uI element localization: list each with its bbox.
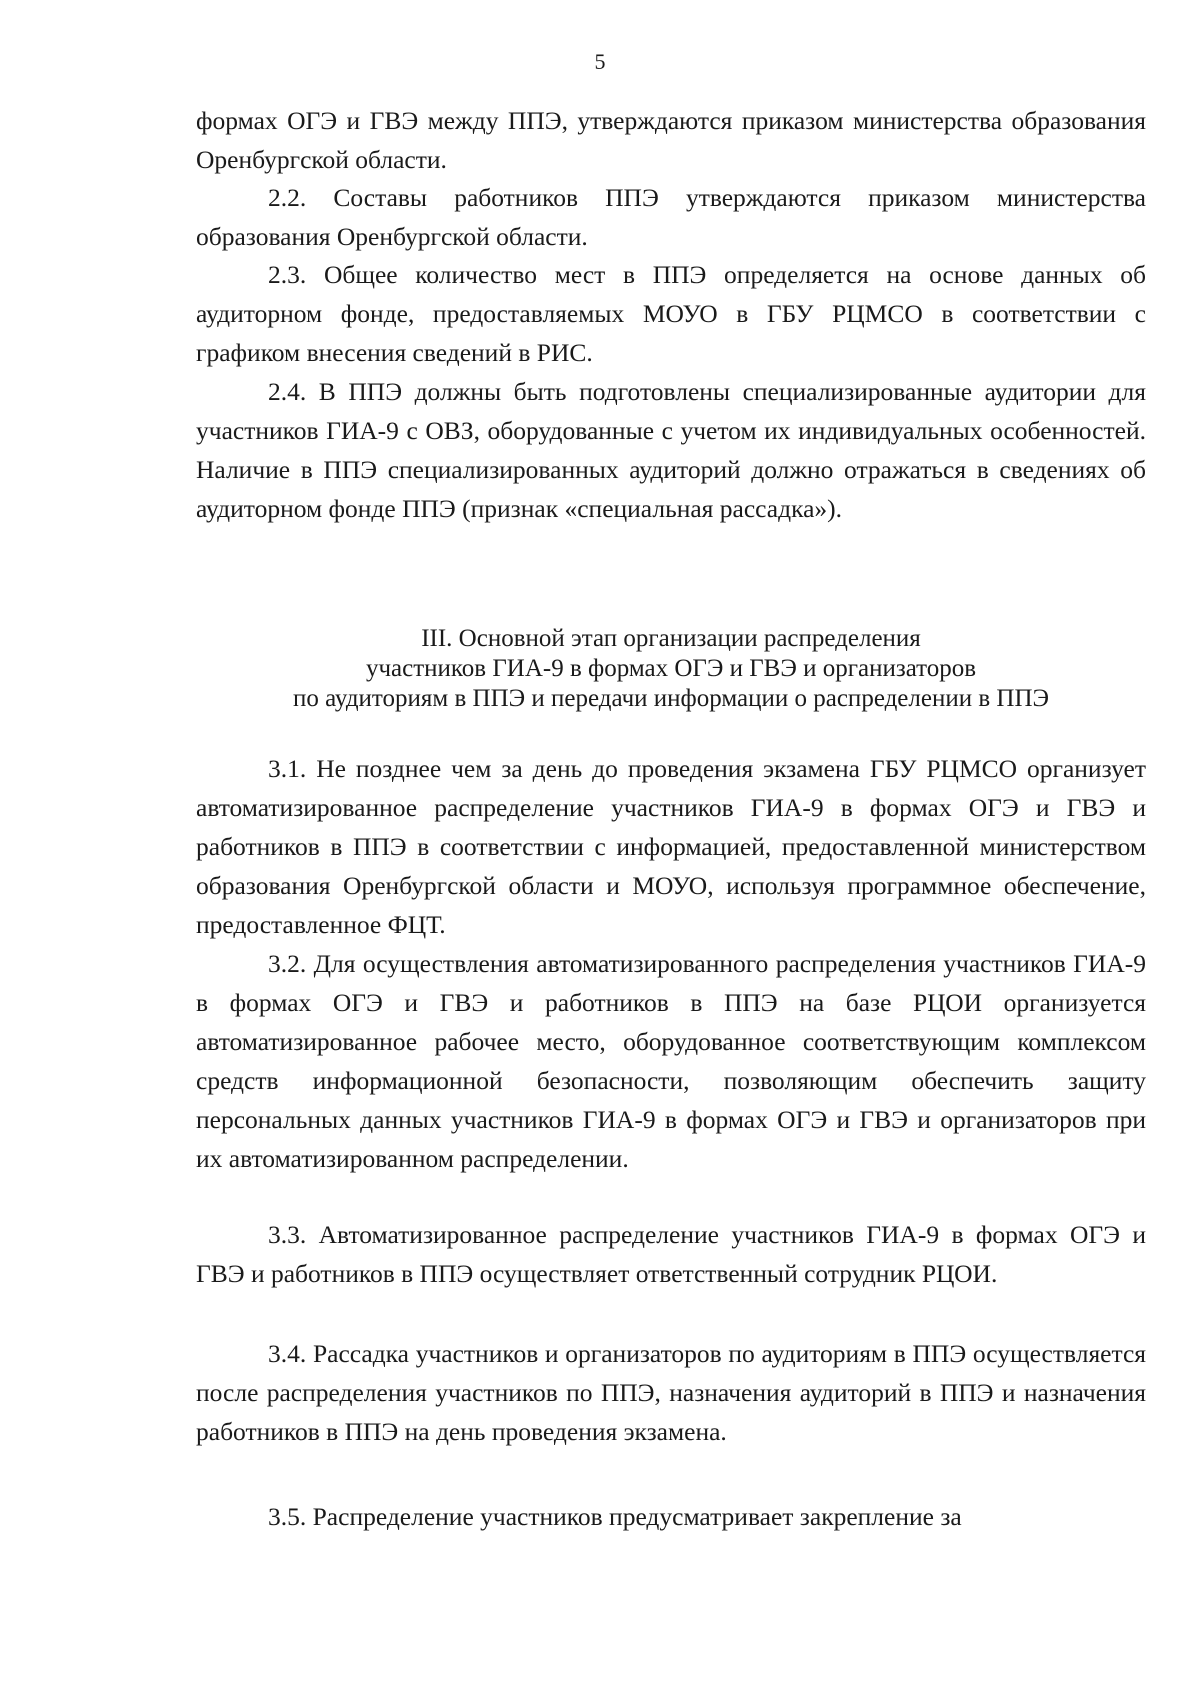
section-3-heading-line-2: участников ГИА-9 в формах ОГЭ и ГВЭ и организаторов	[365, 655, 977, 682]
paragraph-3-5: 3.5. Распределение участников предусматривает закрепление за	[268, 1502, 962, 1531]
paragraph-2-4: 2.4. В ППЭ должны быть подготовлены специализированные аудитории для участников ГИА-9 с ОВЗ, оборудованные с учетом их индивидуальных особенностей. Наличие в ППЭ специализированных аудиторий должно отражаться в сведениях об аудиторном фонде ППЭ (признак «специальная рассадка»).	[196, 377, 1146, 523]
paragraph-3-2: 3.2. Для осуществления автоматизированного распределения участников ГИА-9 в формах ОГЭ и ГВЭ и работников в ППЭ на базе РЦОИ организуется автоматизированное рабочее место, оборудованное соответствующим комплексом средств информационной безопасности, позволяющим обеспечить защиту персональных данных участников ГИА-9 в формах ОГЭ и ГВЭ и организаторов при их автоматизированном распределении.	[196, 949, 1146, 1173]
paragraph-2-2: 2.2. Составы работников ППЭ утверждаются приказом министерства образования Оренбургской области.	[196, 183, 1146, 251]
section-3-heading-line-3: по аудиториям в ППЭ и передачи информации о распределении в ППЭ	[292, 685, 1050, 712]
paragraph-continuation: формах ОГЭ и ГВЭ между ППЭ, утверждаются приказом министерства образования Оренбургской области.	[196, 106, 1146, 174]
section-3-heading	[196, 624, 1146, 714]
paragraph-3-3: 3.3. Автоматизированное распределение участников ГИА-9 в формах ОГЭ и ГВЭ и работников в ППЭ осуществляет ответственный сотрудник РЦОИ.	[196, 1220, 1146, 1288]
paragraph-2-3: 2.3. Общее количество мест в ППЭ определяется на основе данных об аудиторном фонде, предоставляемых МОУО в ГБУ РЦМСО в соответствии с графиком внесения сведений в РИС.	[196, 260, 1146, 367]
page-number: 5	[594, 49, 606, 74]
section-3-heading-line-1: III. Основной этап организации распределения	[421, 625, 921, 652]
paragraph-3-4: 3.4. Рассадка участников и организаторов по аудиториям в ППЭ осуществляется после распределения участников по ППЭ, назначения аудиторий в ППЭ и назначения работников в ППЭ на день проведения экзамена.	[196, 1339, 1146, 1446]
paragraph-3-1: 3.1. Не позднее чем за день до проведения экзамена ГБУ РЦМСО организует автоматизированное распределение участников ГИА-9 в формах ОГЭ и ГВЭ и работников в ППЭ в соответствии с информацией, предоставленной министерством образования Оренбургской области и МОУО, используя программное обеспечение, предоставленное ФЦТ.	[196, 754, 1146, 939]
